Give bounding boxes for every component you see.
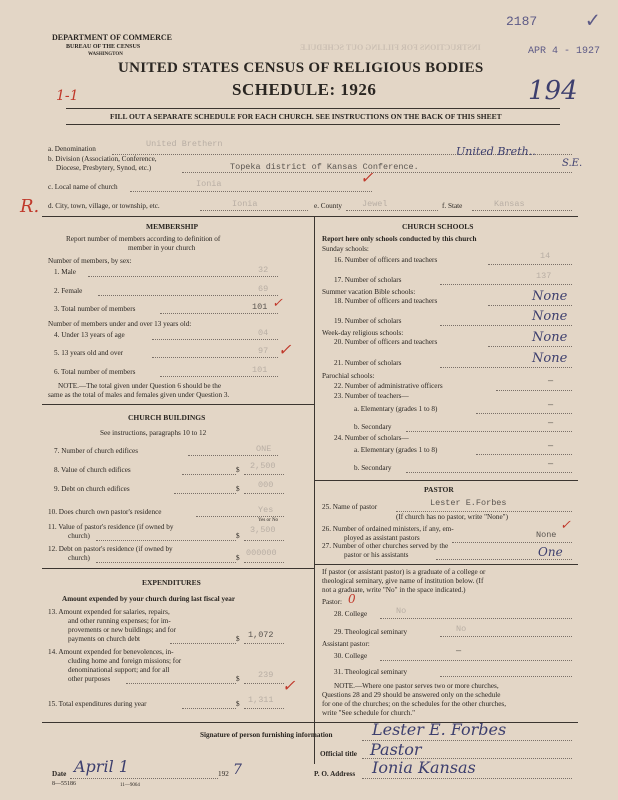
q24b-label: b. Secondary <box>354 464 392 472</box>
q13-line-4: payments on church debt <box>68 635 141 643</box>
q28-label: 28. College <box>334 610 368 618</box>
division-value: Topeka district of Kansas Conference. <box>230 162 419 172</box>
buildings-title: CHURCH BUILDINGS <box>128 413 206 422</box>
red-check-1: ✓ <box>360 168 374 187</box>
q23b-label: b. Secondary <box>354 423 392 431</box>
q5-value: 97 <box>258 346 269 356</box>
q11-value: 3,500 <box>250 525 276 535</box>
q13-line-3: provements or new buildings; and for <box>68 626 176 634</box>
red-check-5: ✓ <box>560 518 571 533</box>
weekday-label: Week-day religious schools: <box>322 329 404 337</box>
bleed-through-text: INSTRUCTIONS FOR FILLING OUT SCHEDULE <box>300 43 481 52</box>
q16-value: 14 <box>540 251 551 261</box>
q19-value: None <box>532 309 568 324</box>
q13-line-1: 13. Amount expended for salaries, repairs, <box>48 608 170 616</box>
q1-label: 1. Male <box>54 268 76 276</box>
q29-label: 29. Theological seminary <box>334 628 408 636</box>
graduate-text-1: If pastor (or assistant pastor) is a graduate of a college or <box>322 568 486 576</box>
q28-value: No <box>396 606 407 616</box>
q9-label: 9. Debt on church edifices <box>54 485 130 493</box>
q2-label: 2. Female <box>54 287 83 295</box>
official-title-value: Pastor <box>370 740 422 759</box>
membership-intro-2: member in your church <box>128 244 196 252</box>
date-value: April 1 <box>74 757 129 776</box>
q13-value: 1,072 <box>248 630 274 640</box>
q29-value: No <box>456 624 467 634</box>
q19-label: 19. Number of scholars <box>334 317 402 325</box>
q25-hint: (If church has no pastor, write "None") <box>396 513 508 521</box>
q4-value: 04 <box>258 328 269 338</box>
q24-label: 24. Number of scholars— <box>334 434 409 442</box>
buildings-intro: See instructions, paragraphs 10 to 12 <box>100 429 207 437</box>
q23-label: 23. Number of teachers— <box>334 392 409 400</box>
city-label: WASHINGTON <box>88 52 123 57</box>
assistant-pastor-label: Assistant pastor: <box>322 640 370 648</box>
pastor-note-3: for one of the churches; on the schedules for the other churches, <box>322 700 507 708</box>
q7-label: 7. Number of church edifices <box>54 447 139 455</box>
denomination-label: a. Denomination <box>48 145 96 153</box>
q9-dollar: $ <box>236 485 240 493</box>
q9-value: 000 <box>258 480 274 490</box>
graduate-text-2: theological seminary, give name of institution below. (If <box>322 577 484 585</box>
form-number-2: 11—9064 <box>120 783 140 788</box>
page-title: UNITED STATES CENSUS OF RELIGIOUS BODIES <box>118 60 484 76</box>
q23a-value: — <box>548 400 554 410</box>
q3-value: 101 <box>252 302 268 312</box>
red-check-4: ✓ <box>282 676 296 695</box>
q27-label-1: 27. Number of other churches served by the <box>322 542 449 550</box>
q6-value: 101 <box>252 365 268 375</box>
q14-line-4: other purposes <box>68 675 111 683</box>
schools-intro: Report here only schools conducted by this church <box>322 235 477 243</box>
expenditures-title: EXPENDITURES <box>142 578 201 587</box>
q14-line-1: 14. Amount expended for benevolences, in- <box>48 648 174 656</box>
q12-label-1: 12. Debt on pastor's residence (if owned by <box>48 545 173 553</box>
division-label-1: b. Division (Association, Conference, <box>48 155 157 163</box>
q5-label: 5. 13 years old and over <box>54 349 124 357</box>
q24a-label: a. Elementary (grades 1 to 8) <box>354 446 438 454</box>
q26-label-1: 26. Number of ordained ministers, if any, em- <box>322 525 454 533</box>
q12-label-2: church) <box>68 554 90 562</box>
q21-value: None <box>532 351 568 366</box>
q13-line-2: and other running expenses; for im- <box>68 617 171 625</box>
pastor-note-2: Questions 28 and 29 should be answered only on the schedule <box>322 691 501 699</box>
q16-label: 16. Number of officers and teachers <box>334 256 438 264</box>
q8-dollar: $ <box>236 466 240 474</box>
q14-value: 239 <box>258 670 274 680</box>
q8-value: 2,500 <box>250 461 276 471</box>
q30-label: 30. College <box>334 652 368 660</box>
county-value: Jewel <box>362 199 388 209</box>
q14-dollar: $ <box>236 675 240 683</box>
yes-no-hint: Yes or No <box>258 518 279 523</box>
q25-value: Lester E.Forbes <box>430 498 507 508</box>
q11-label-2: church) <box>68 532 90 540</box>
dept-label: DEPARTMENT OF COMMERCE <box>52 33 173 42</box>
local-name-label: c. Local name of church <box>48 183 118 191</box>
hand-mark-r: R. <box>20 196 40 217</box>
state-label: f. State <box>442 202 463 210</box>
q18-label: 18. Number of officers and teachers <box>334 297 438 305</box>
q26-value: None <box>536 530 557 540</box>
state-value: Kansas <box>494 199 525 209</box>
denomination-value: United Brethern <box>146 139 223 149</box>
q23a-label: a. Elementary (grades 1 to 8) <box>354 405 438 413</box>
parochial-label: Parochial schools: <box>322 372 375 380</box>
q15-value: 1,311 <box>248 695 274 705</box>
pastor-sub-label: Pastor: <box>322 598 342 606</box>
schedule-title: SCHEDULE: 1926 <box>232 80 377 99</box>
q31-label: 31. Theological seminary <box>334 668 408 676</box>
q10-label: 10. Does church own pastor's residence <box>48 508 162 516</box>
q24b-value: — <box>548 459 554 469</box>
pastor-note-4: write "See schedule for church." <box>322 709 416 717</box>
q27-label-2: pastor or his assistants <box>344 551 409 559</box>
q6-label: 6. Total number of members <box>54 368 136 376</box>
city-town-value: Ionia <box>232 199 258 209</box>
q20-label: 20. Number of officers and teachers <box>334 338 438 346</box>
division-hand-note: United Breth.. <box>456 145 536 158</box>
year-hand: 7 <box>233 762 242 778</box>
membership-note-2: same as the total of males and females given under Question 3. <box>48 391 230 399</box>
q17-value: 137 <box>536 271 552 281</box>
q15-dollar: $ <box>236 700 240 708</box>
by-sex-label: Number of members, by sex: <box>48 257 132 265</box>
q14-line-2: cluding home and foreign missions; for <box>68 657 182 665</box>
q30-value: — <box>456 646 462 656</box>
graduate-text-3: not a graduate, write "No" in the space indicated.) <box>322 586 466 594</box>
q22-label: 22. Number of administrative officers <box>334 382 443 390</box>
official-title-label: Official title <box>320 750 357 758</box>
schools-title: CHURCH SCHOOLS <box>402 222 474 231</box>
q14-line-3: denominational support; and for all <box>68 666 170 674</box>
q12-value: 000000 <box>246 548 277 558</box>
signature-label: Signature of person furnishing information <box>200 731 333 739</box>
pastor-title: PASTOR <box>424 485 454 494</box>
local-name-value: Ionia <box>196 179 222 189</box>
signature-value: Lester E. Forbes <box>372 720 507 739</box>
expenditures-intro: Amount expended by your church during last fiscal year <box>62 595 236 603</box>
q1-value: 32 <box>258 265 269 275</box>
pastor-red-mark: 0 <box>348 592 356 606</box>
q12-dollar: $ <box>236 554 240 562</box>
pastor-note-1: NOTE.—Where one pastor serves two or more churches, <box>334 682 499 690</box>
county-label: e. County <box>314 202 342 210</box>
bureau-label: BUREAU OF THE CENSUS <box>66 44 141 50</box>
stamp-number: 2187 <box>506 14 538 29</box>
division-label-2: Diocese, Presbytery, Synod, etc.) <box>56 164 152 172</box>
q21-label: 21. Number of scholars <box>334 359 402 367</box>
received-date-stamp: APR 4 - 1927 <box>528 46 601 57</box>
corner-hand-note: S.E. <box>562 158 583 169</box>
membership-note-1: NOTE.—The total given under Question 6 should be the <box>58 382 222 390</box>
q8-label: 8. Value of church edifices <box>54 466 131 474</box>
q2-value: 69 <box>258 284 269 294</box>
form-number: 8—55186 <box>52 781 76 787</box>
date-label: Date <box>52 770 67 778</box>
membership-intro-1: Report number of members according to definition of <box>66 235 221 243</box>
city-town-label: d. City, town, village, or township, etc. <box>48 202 160 210</box>
q3-label: 3. Total number of members <box>54 305 136 313</box>
q7-value: ONE <box>256 444 272 454</box>
q17-label: 17. Number of scholars <box>334 276 402 284</box>
q24a-value: — <box>548 441 554 451</box>
q23b-value: — <box>548 418 554 428</box>
red-check-2: ✓ <box>272 296 283 311</box>
red-check-3: ✓ <box>278 340 292 359</box>
q25-label: 25. Name of pastor <box>322 503 378 511</box>
membership-title: MEMBERSHIP <box>146 222 199 231</box>
po-address-label: P. O. Address <box>314 770 356 778</box>
q10-value: Yes <box>258 505 274 515</box>
q11-label-1: 11. Value of pastor's residence (if owned by <box>48 523 174 531</box>
q11-dollar: $ <box>236 532 240 540</box>
q15-label: 15. Total expenditures during year <box>48 700 147 708</box>
hand-mark-1-1: 1-1 <box>56 88 79 104</box>
sunday-label: Sunday schools: <box>322 245 369 253</box>
age-header: Number of members under and over 13 years old: <box>48 320 192 328</box>
q26-label-2: ployed as assistant pastors <box>344 534 420 542</box>
q20-value: None <box>532 330 568 345</box>
q13-dollar: $ <box>236 635 240 643</box>
year-prefix: 192 <box>218 770 229 778</box>
check-mark-stamp: ✓ <box>586 9 600 34</box>
instruction-banner: FILL OUT A SEPARATE SCHEDULE FOR EACH CHURCH. SEE INSTRUCTIONS ON THE BACK OF THIS SHEET <box>110 112 502 121</box>
q27-value: One <box>538 545 563 559</box>
po-address-value: Ionia Kansas <box>372 758 476 777</box>
q18-value: None <box>532 289 568 304</box>
summer-label: Summer vacation Bible schools: <box>322 288 416 296</box>
hand-number: 194 <box>528 76 578 106</box>
q4-label: 4. Under 13 years of age <box>54 331 125 339</box>
q22-value: — <box>548 376 554 386</box>
